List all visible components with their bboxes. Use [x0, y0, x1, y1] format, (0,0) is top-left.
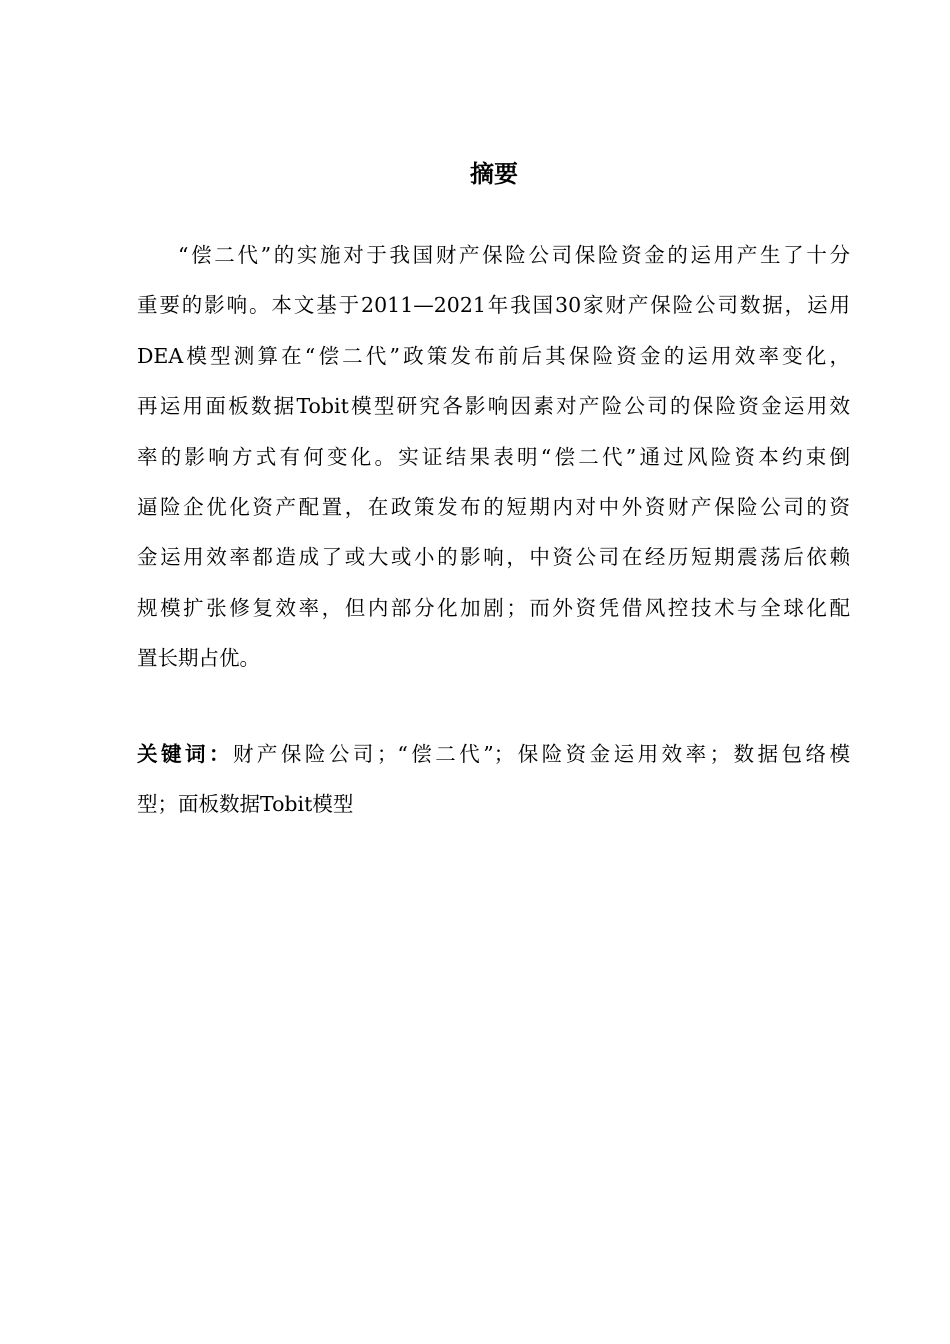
abstract-line: DEA模型测算在“偿二代”政策发布前后其保险资金的运用效率变化， — [137, 343, 850, 368]
abstract-line: 逼险企优化资产配置，在政策发布的短期内对中外资财产保险公司的资 — [137, 495, 850, 520]
abstract-line: “偿二代”的实施对于我国财产保险公司保险资金的运用产生了十分 — [178, 243, 850, 267]
abstract-line: 金运用效率都造成了或大或小的影响，中资公司在经历短期震荡后依赖 — [137, 545, 850, 570]
abstract-line: 率的影响方式有何变化。实证结果表明“偿二代”通过风险资本约束倒 — [137, 444, 850, 469]
abstract-paragraph — [137, 230, 850, 684]
abstract-line: 置长期占优。 — [137, 646, 260, 671]
keywords-line: 型；面板数据Tobit模型 — [137, 792, 354, 817]
abstract-line: 规模扩张修复效率，但内部分化加剧；而外资凭借风控技术与全球化配 — [137, 595, 850, 620]
keywords-label: 关键词： — [137, 742, 233, 766]
abstract-line: 重要的影响。本文基于2011—2021年我国30家财产保险公司数据，运用 — [137, 293, 850, 318]
keywords-text: 财产保险公司；“偿二代”；保险资金运用效率；数据包络模 — [232, 742, 850, 766]
page-title: 摘要 — [470, 160, 518, 188]
keywords-section — [137, 729, 850, 830]
keywords-line — [137, 729, 850, 779]
abstract-line: 再运用面板数据Tobit模型研究各影响因素对产险公司的保险资金运用效 — [137, 394, 850, 419]
